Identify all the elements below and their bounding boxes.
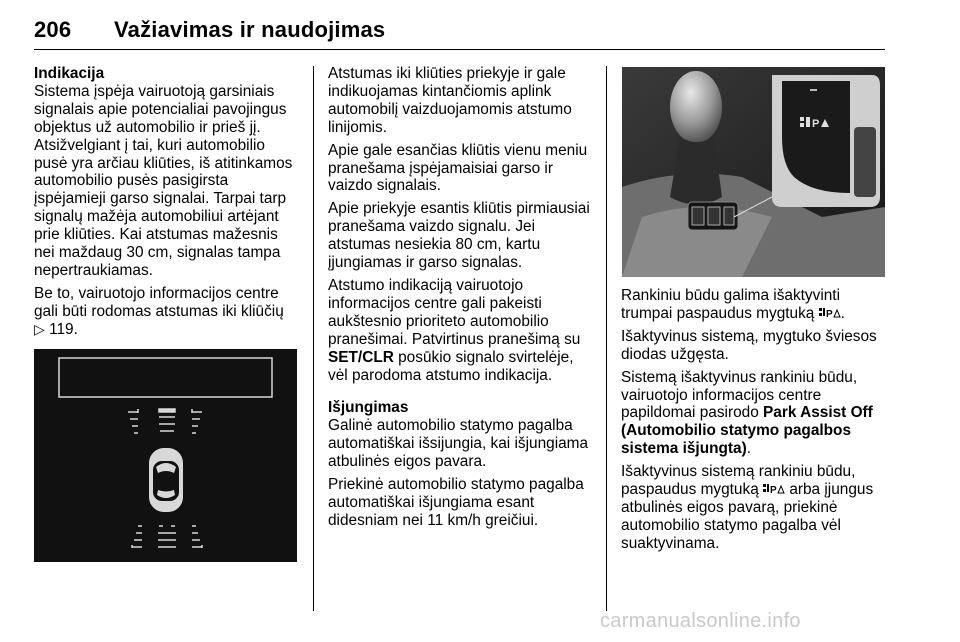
- paragraph: Išaktyvinus sistemą, mygtuko šviesos diodas užgęsta.: [621, 327, 877, 363]
- car-icon: [150, 449, 182, 511]
- column-2: [328, 65, 590, 535]
- paragraph: Išaktyvinus sistemą rankiniu būdu, paspaudus mygtuką P arba įjungus atbulinės eigos pavarą, priekinė automobilio statymo pagalba vėl suaktyvinama.: [621, 463, 874, 552]
- paragraph: Apie gale esančias kliūtis vienu meniu pranešama įspėjamaisiai garso ir vaizdo signalais.: [328, 141, 588, 195]
- page-number: 206: [34, 17, 72, 42]
- column-divider-2: [606, 66, 607, 611]
- gear-knob: [670, 71, 722, 143]
- header-rule: [34, 49, 885, 50]
- paragraph: Rankiniu būdu galima išaktyvinti trumpai paspaudus mygtuką P .: [621, 287, 845, 322]
- column-divider-1: [313, 66, 314, 611]
- set-clr-label: SET/CLR: [328, 348, 394, 366]
- parking-display-figure: [34, 349, 297, 562]
- console-button-photo: [622, 67, 885, 277]
- paragraph: Sistema įspėja vairuotoją garsiniais signalais apie potencialiai pavojingus objektus už automobilio ir prieš jį. Atsižvelgiant į tai, kuri automobilio pusė yra arčiau kliūties, iš atitinkamos automobilio pusės pasigirsta įspėjamieji garso signalai. Tarpai tarp signalų mažėja automobiliui artėjant prie kliūties. Kai atstumas mažesnis nei maždaug 30 cm, signalas tampa nepertraukiamas.: [34, 82, 293, 279]
- watermark: carmanualsonline.info: [600, 610, 801, 632]
- page-ref-arrow-icon: ▷: [34, 320, 45, 337]
- paragraph: Galinė automobilio statymo pagalba automatiškai išsijungia, kai išjungiama atbulinės eigos pavara.: [328, 417, 589, 471]
- heading-isjungimas: Išjungimas: [328, 399, 409, 417]
- heading-indikacija: Indikacija: [34, 65, 105, 82]
- svg-text:P: P: [770, 485, 777, 496]
- column-1: [34, 65, 300, 344]
- paragraph: Atstumo indikaciją vairuotojo informacijos centre gali pakeisti aukštesnio prioriteto automobilio pranešimai. Patvirtinus pranešimą su SET/CLR posūkio signalo svirtelėje, vėl parodoma atstumo indikacija.: [328, 276, 581, 384]
- svg-text:P: P: [812, 118, 820, 130]
- paragraph: Be to, vairuotojo informacijos centre gali būti rodomas atstumas iki kliūčių ▷ 119.: [34, 284, 284, 338]
- section-title: Važiavimas ir naudojimas: [114, 17, 386, 42]
- paragraph: Apie priekyje esantis kliūtis pirmiausiai pranešama vaizdo signalu. Jei atstumas nesiekia 80 cm, kartu įjungiamas ir garso signalas.: [328, 200, 590, 272]
- park-assist-off-label: Park Assist Off (Automobilio statymo pagalbos sistema išjungta): [621, 404, 873, 458]
- svg-text:P: P: [825, 308, 833, 319]
- paragraph: Sistemą išaktyvinus rankiniu būdu, vairuotojo informacijos centre papildomai pasirodo Park Assist Off (Automobilio statymo pagalbos sistema išjungta).: [621, 368, 873, 458]
- page-ref-link[interactable]: 119.: [49, 320, 78, 338]
- paragraph: Atstumas iki kliūties priekyje ir gale indikuojamas kintančiomis aplink automobilį vaizduojamomis atstumo linijomis.: [328, 65, 572, 136]
- park-assist-icon: [763, 483, 785, 495]
- paragraph: Priekinė automobilio statymo pagalba automatiškai išjungiama esant didesniam nei 11 km/h greičiui.: [328, 476, 584, 529]
- column-3: [621, 287, 886, 558]
- park-assist-icon: [819, 307, 841, 319]
